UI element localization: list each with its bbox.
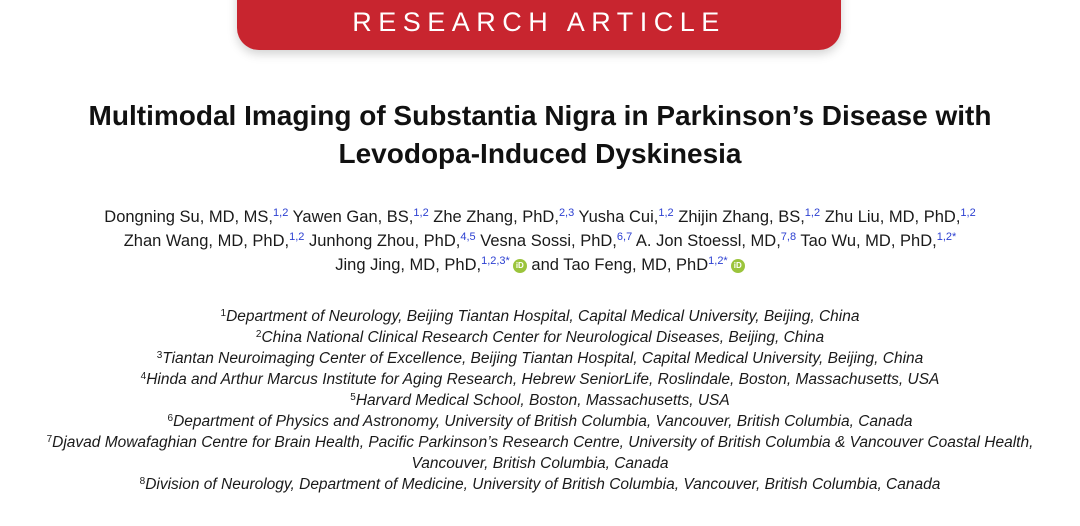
affiliation-text: Hinda and Arthur Marcus Institute for Aging Research, Hebrew SeniorLife, Roslindale, Boston, Massachusetts, USA [146,371,940,388]
author-affiliation-refs: 7,8 [780,231,797,243]
author-affiliation-refs: 2,3 [558,207,575,219]
author [579,208,674,226]
author-name: Zhijin Zhang, BS, [678,208,805,226]
affiliation-number: 5 [350,392,356,403]
author-name: Dongning Su, MD, MS, [104,208,274,226]
affiliation-text: Division of Neurology, Department of Medicine, University of British Columbia, Vancouver, British Columbia, Canada [145,476,941,493]
author-affiliation-refs: 1,2 [658,207,674,219]
article-type-banner [237,0,841,50]
author [800,232,956,250]
affiliation-number: 1 [220,308,227,319]
author-name: Zhe Zhang, PhD, [433,208,559,226]
affiliation-text: Tiantan Neuroimaging Center of Excellence, Beijing Tiantan Hospital, Capital Medical University, Beijing, China [162,350,924,367]
affiliation [20,432,1060,474]
author [335,256,527,274]
author [678,208,820,226]
affiliation-number: 4 [140,371,147,382]
affiliation-text: Djavad Mowafaghian Centre for Brain Health, Pacific Parkinson’s Research Centre, University of British Columbia & Vancouver Coastal Health, Vancouver, British Columbia, Canada [52,434,1034,472]
author-name: Jing Jing, MD, PhD, [335,256,482,274]
author-affiliation-refs: 1,2,3* [481,255,510,267]
affiliation-text: Department of Neurology, Beijing Tiantan Hospital, Capital Medical University, Beijing, China [226,308,860,325]
author-name: Junhong Zhou, PhD, [308,232,461,250]
affiliation-number: 8 [139,476,146,487]
author-name: Tao Wu, MD, PhD, [800,232,937,250]
author-affiliation-refs: 1,2 [804,207,821,219]
affiliation [20,348,1060,369]
affiliation [20,390,1060,411]
author-affiliation-refs: 1,2 [273,207,289,219]
author-affiliation-refs: 6,7 [616,231,633,243]
author-affiliation-refs: 1,2 [960,207,976,219]
author [104,208,288,226]
affiliation-number: 7 [46,434,53,445]
author [636,232,796,250]
author [480,232,632,250]
affiliation-number: 2 [255,329,262,340]
author-name: Zhu Liu, MD, PhD, [824,208,961,226]
author-name: Vesna Sossi, PhD, [480,232,617,250]
author-name: and Tao Feng, MD, PhD [531,256,709,274]
affiliation-number: 6 [167,413,174,424]
affiliation [20,369,1060,390]
author-name: Yusha Cui, [578,208,659,226]
author-affiliation-refs: 1,2 [413,207,429,219]
author [531,256,744,274]
article-type-label: RESEARCH ARTICLE [352,7,726,37]
affiliation-text: Harvard Medical School, Boston, Massachusetts, USA [355,392,730,409]
author [309,232,476,250]
author [124,232,305,250]
affiliation [20,327,1060,348]
author-name: A. Jon Stoessl, MD, [635,232,781,250]
author [293,208,429,226]
author-list [20,205,1060,277]
affiliation-text: China National Clinical Research Center for Neurological Diseases, Beijing, China [261,329,825,346]
orcid-icon[interactable]: iD [731,259,745,273]
article-title: Multimodal Imaging of Substantia Nigra in Parkinson’s Disease with Levodopa-Induced Dyskinesia [88,100,992,169]
author-affiliation-refs: 1,2* [708,255,728,267]
author-name: Yawen Gan, BS, [292,208,414,226]
author [825,208,976,226]
affiliation [20,306,1060,327]
affiliation-number: 3 [156,350,163,361]
affiliation [20,474,1060,495]
author-affiliation-refs: 1,2* [936,231,957,243]
author-name: Zhan Wang, MD, PhD, [123,232,290,250]
author-affiliation-refs: 1,2 [289,231,305,243]
author-affiliation-refs: 4,5 [460,231,476,243]
author [433,208,574,226]
affiliation-text: Department of Physics and Astronomy, University of British Columbia, Vancouver, British Columbia, Canada [173,413,913,430]
orcid-icon[interactable]: iD [513,259,527,273]
affiliation [20,411,1060,432]
affiliation-list [20,306,1060,495]
